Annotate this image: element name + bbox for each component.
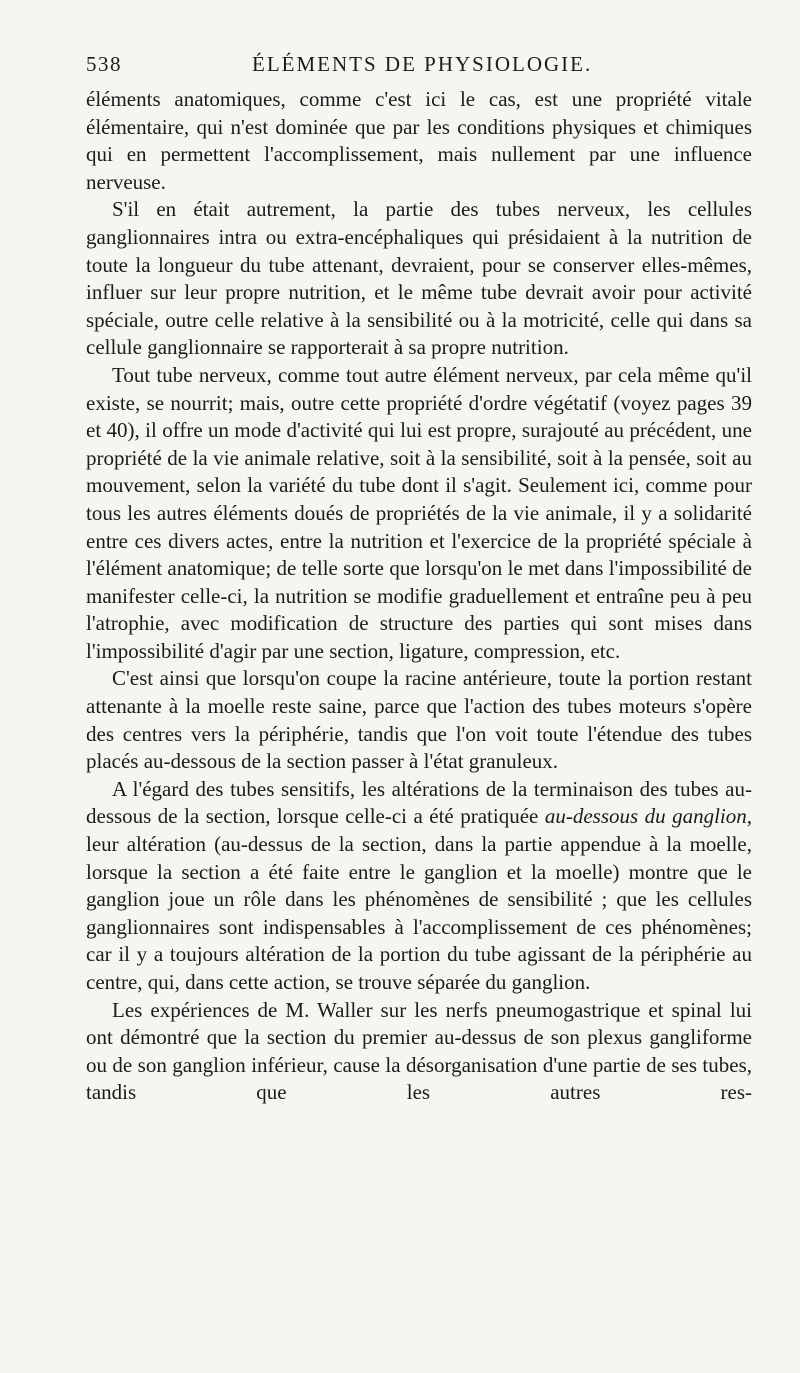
paragraph-5-part-b: , leur altération (au-dessus de la section, dans la partie appendue à la moelle, lorsque la section a été faite entre le ganglion et la moelle) montre que le ganglion joue un rôle dans les phénomènes de sensibilité ; que les cellules ganglionnaires sont indispensables à l'accomplissement de ces phénomènes; car il y a toujours altération de la portion du tube agissant de la périphérie au centre, qui, dans cette action, se trouve séparée du ganglion. — [86, 804, 753, 994]
page-number: 538 — [86, 52, 122, 76]
paragraph-4: C'est ainsi que lorsqu'on coupe la racine antérieure, toute la portion restant attenante à la moelle reste saine, parce que l'action des tubes moteurs s'opère des centres vers la périphérie, tandis que l'on voit toute l'étendue des tubes placés au-dessous de la section passer à l'état granuleux. — [86, 666, 752, 774]
running-title: ÉLÉMENTS DE PHYSIOLOGIE. — [252, 52, 593, 76]
paragraph-5 — [86, 776, 752, 997]
body-text — [86, 86, 752, 1107]
paragraph-3: Tout tube nerveux, comme tout autre élément nerveux, par cela même qu'il existe, se nourrit; mais, outre cette propriété d'ordre végétatif (voyez pages 39 et 40), il offre un mode d'activité qui lui est propre, surajouté au précédent, une propriété de la vie animale relative, soit à la sensibilité, soit à la pensée, soit au mouvement, selon la variété du tube dont il s'agit. Seulement ici, comme pour tous les autres éléments doués de propriétés de la vie animale, il y a solidarité entre ces divers actes, entre la nutrition et l'exercice de la propriété spéciale à l'élément anatomique; de telle sorte que lorsqu'on le met dans l'impossibilité de manifester celle-ci, la nutrition se modifie graduellement et entraîne peu à peu l'atrophie, avec modification de structure des parties qui sont mises dans l'impossibilité d'agir par une section, ligature, compression, etc. — [86, 362, 752, 663]
paragraph-5-part-a: A l'égard des tubes sensitifs, les altérations de la terminaison des tubes au-dessous de la section, lorsque celle-ci a été pratiquée — [86, 776, 752, 829]
paragraph-6: Les expériences de M. Waller sur les nerfs pneumogastrique et spinal lui ont démontré que la section du premier au-dessus de son plexus gangliforme ou de son ganglion inférieur, cause la désorganisation d'une partie de ses tubes, tandis que les autres res- — [86, 997, 752, 1105]
paragraph-2: S'il en était autrement, la partie des tubes nerveux, les cellules ganglionnaires intra ou extra-encéphaliques qui présidaient à la nutrition de toute la longueur du tube attenant, devraient, pour se conserver elles-mêmes, influer sur leur propre nutrition, et le même tube devrait avoir pour activité spéciale, outre celle relative à la sensibilité ou à la motricité, celle qui dans sa cellule ganglionnaire se rapporterait à sa propre nutrition. — [86, 197, 752, 360]
paragraph-5-italic: au-dessous du ganglion — [544, 804, 747, 829]
running-head — [86, 52, 752, 82]
paragraph-1: éléments anatomiques, comme c'est ici le cas, est une propriété vitale élémentaire, qui n'est dominée que par les conditions physiques et chimiques qui en permettent l'accomplissement, mais nullement par une influence nerveuse. — [86, 87, 752, 194]
